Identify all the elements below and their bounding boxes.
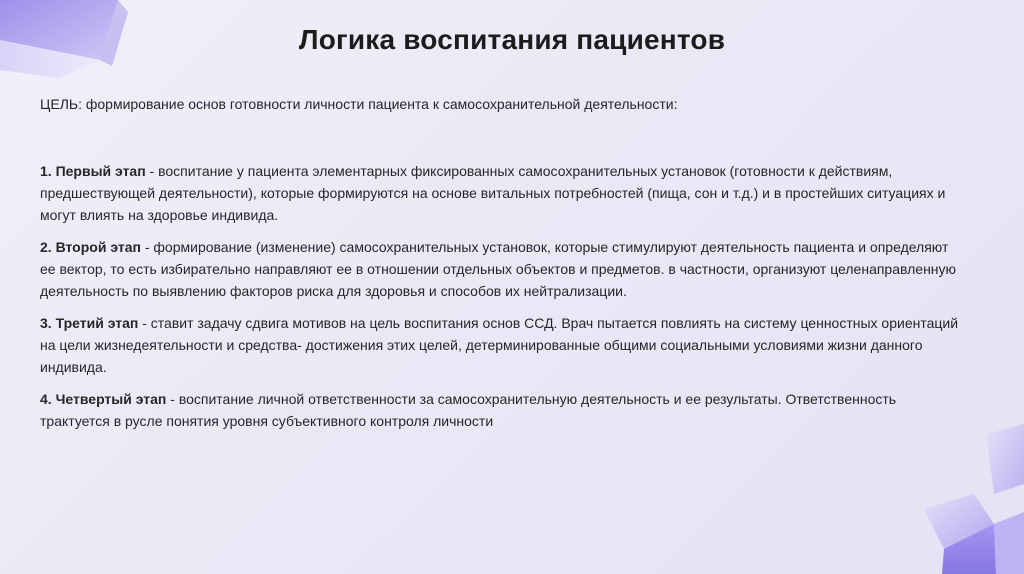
stage-text: - формирование (изменение) самосохранительных установок, которые стимулируют деятельность пациента и определяют ее вектор, то есть избирательно направляют ее в отношении отдельных объектов и предметов. в частности, организуют целенаправленную деятельность по выявлению факторов риска для здоровья и способов их нейтрализации. bbox=[40, 239, 957, 299]
stage-4 bbox=[40, 388, 960, 432]
stage-heading: 3. Третий этап bbox=[40, 315, 139, 331]
stage-text: - воспитание личной ответственности за самосохранительную деятельность и ее результаты. Ответственность трактуется в русле понятия уровня субъективного контроля личности bbox=[40, 391, 897, 429]
stage-2 bbox=[40, 236, 960, 302]
decorative-shape-bottom-right bbox=[914, 424, 1024, 574]
page-title: Логика воспитания пациентов bbox=[298, 24, 726, 55]
stage-heading: 2. Второй этап bbox=[40, 239, 141, 255]
stage-heading: 4. Четвертый этап bbox=[40, 391, 167, 407]
goal-text: ЦЕЛЬ: формирование основ готовности личности пациента к самосохранительной деятельности: bbox=[40, 96, 678, 112]
stage-text: - воспитание у пациента элементарных фиксированных самосохранительных установок (готовности к действиям, предшествующей деятельности), которые формируются на основе витальных потребностей (пища, сон и т.д.) и в простейших ситуациях и могут влиять на здоровье индивида. bbox=[40, 163, 946, 223]
stage-3 bbox=[40, 312, 960, 378]
stage-heading: 1. Первый этап bbox=[40, 163, 146, 179]
content-body bbox=[40, 93, 960, 442]
stage-text: - ставит задачу сдвига мотивов на цель воспитания основ ССД. Врач пытается повлиять на систему ценностных ориентаций на цели жизнедеятельности и средства- достижения этих целей, детерминированные общими социальными условиями жизни данного индивида. bbox=[40, 315, 959, 375]
stage-1 bbox=[40, 160, 960, 226]
